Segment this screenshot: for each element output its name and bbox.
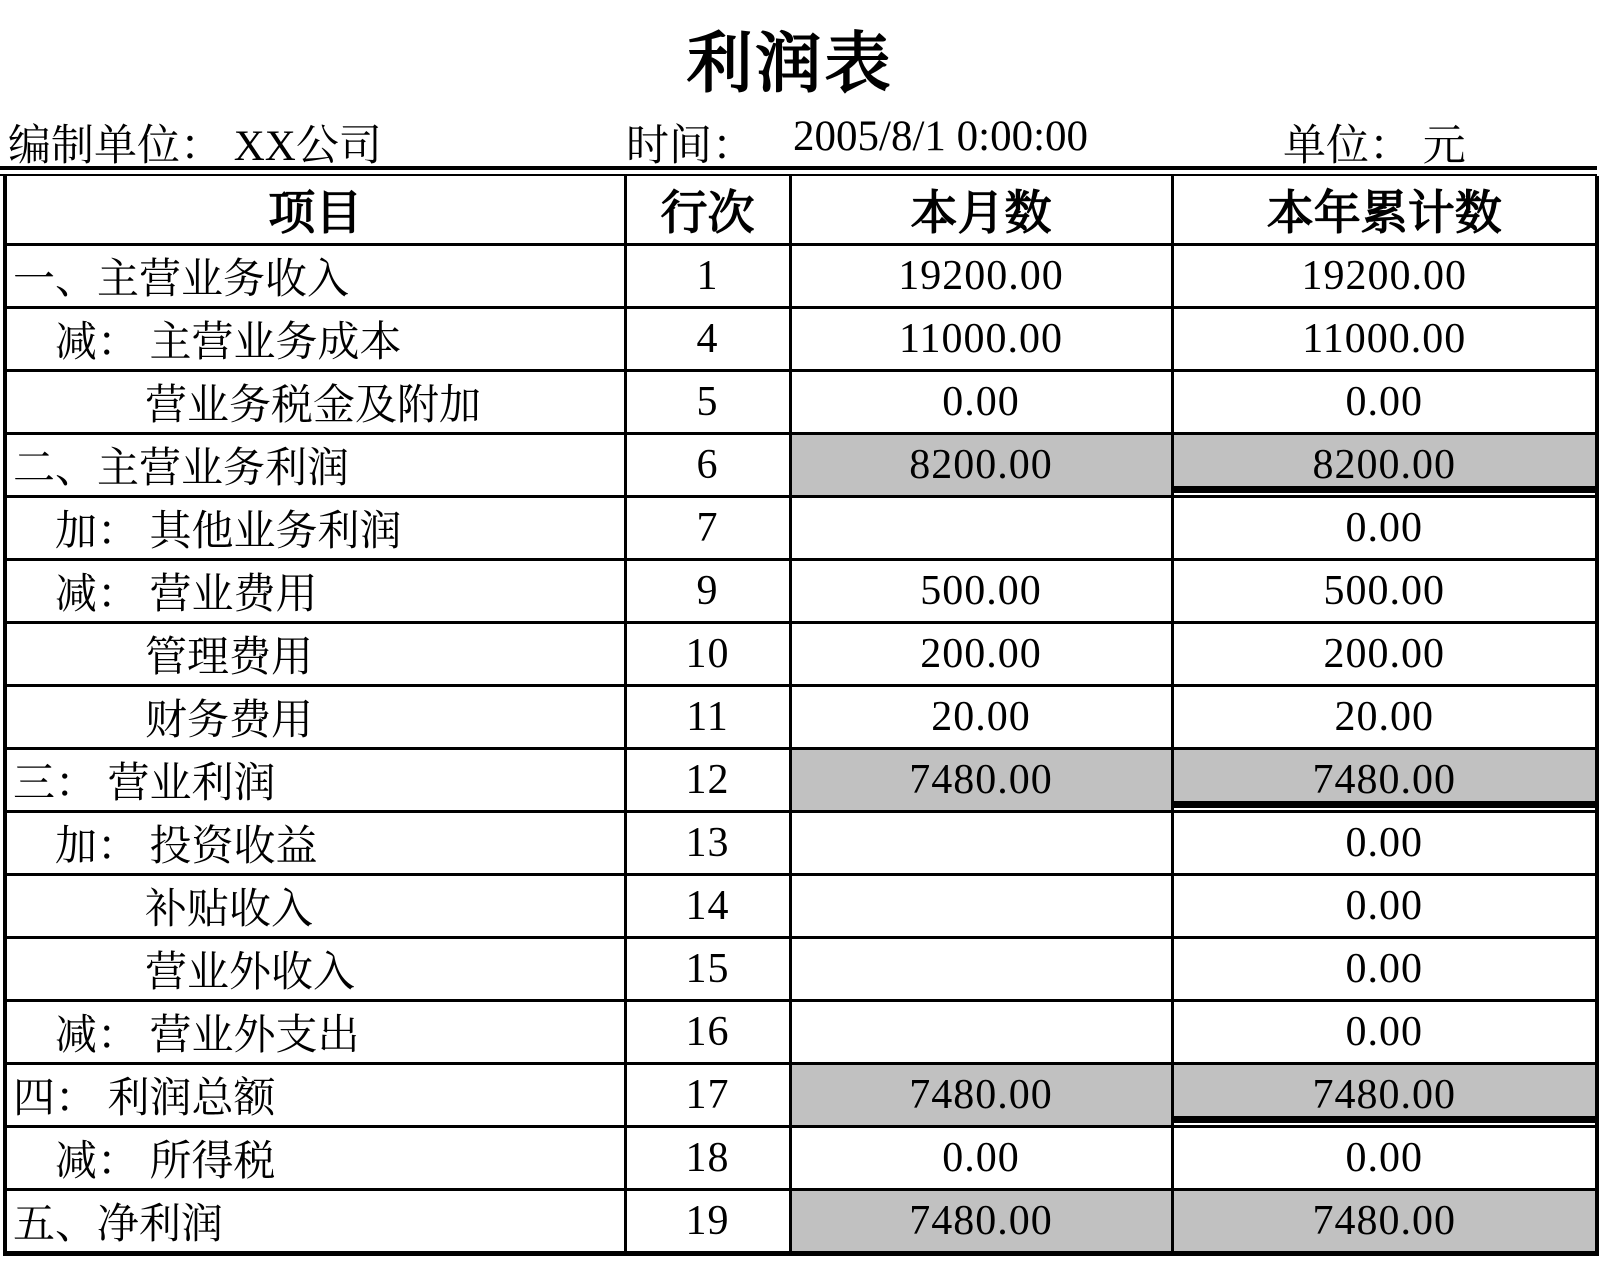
year-value-cell: 0.00 — [1172, 812, 1597, 875]
item-cell: 三： 营业利润 — [5, 749, 625, 812]
item-cell: 减： 所得税 — [5, 1127, 625, 1190]
year-value-cell: 200.00 — [1172, 623, 1597, 686]
table-row — [5, 308, 1597, 371]
time-value: 2005/8/1 0:00:00 — [793, 113, 1089, 160]
table-row — [5, 875, 1597, 938]
col-header-month: 本月数 — [790, 176, 1172, 245]
line-no-cell: 16 — [625, 1001, 790, 1064]
page-title: 利润表 — [686, 28, 894, 101]
line-no-cell: 17 — [625, 1064, 790, 1127]
table-row — [5, 371, 1597, 434]
item-cell: 四： 利润总额 — [5, 1064, 625, 1127]
table-row-summary — [5, 434, 1597, 497]
item-cell: 减： 营业费用 — [5, 560, 625, 623]
table-row — [5, 245, 1597, 308]
table-row — [5, 560, 1597, 623]
year-value-cell: 19200.00 — [1172, 245, 1597, 308]
month-value-cell: 20.00 — [790, 686, 1172, 749]
year-value-cell: 0.00 — [1172, 938, 1597, 1001]
year-value-cell: 0.00 — [1172, 371, 1597, 434]
line-no-cell: 15 — [625, 938, 790, 1001]
line-no-cell: 1 — [625, 245, 790, 308]
item-cell: 补贴收入 — [5, 875, 625, 938]
table-row — [5, 938, 1597, 1001]
year-value-cell: 0.00 — [1172, 497, 1597, 560]
time-label: 时间： — [626, 123, 755, 170]
year-value-cell: 7480.00 — [1172, 1190, 1597, 1254]
table-row — [5, 1001, 1597, 1064]
report-meta — [0, 112, 1600, 170]
month-value-cell: 11000.00 — [790, 308, 1172, 371]
year-value-cell: 8200.00 — [1172, 434, 1597, 497]
month-value-cell: 7480.00 — [790, 749, 1172, 812]
item-cell: 营业务税金及附加 — [5, 371, 625, 434]
item-cell: 加： 其他业务利润 — [5, 497, 625, 560]
month-value-cell: 500.00 — [790, 560, 1172, 623]
item-cell: 加： 投资收益 — [5, 812, 625, 875]
month-value-cell: 200.00 — [790, 623, 1172, 686]
item-cell: 减： 营业外支出 — [5, 1001, 625, 1064]
month-value-cell — [790, 938, 1172, 1001]
year-value-cell: 0.00 — [1172, 1001, 1597, 1064]
table-row — [5, 1127, 1597, 1190]
item-cell: 五、净利润 — [5, 1190, 625, 1254]
month-value-cell — [790, 497, 1172, 560]
line-no-cell: 10 — [625, 623, 790, 686]
table-row-summary — [5, 1064, 1597, 1127]
line-no-cell: 14 — [625, 875, 790, 938]
currency-unit: 单位： 元 — [1283, 123, 1466, 170]
table-row — [5, 497, 1597, 560]
col-header-item: 项目 — [5, 176, 625, 245]
table-row — [5, 686, 1597, 749]
line-no-cell: 9 — [625, 560, 790, 623]
table-row-summary — [5, 1190, 1597, 1254]
year-value-cell: 20.00 — [1172, 686, 1597, 749]
month-value-cell: 7480.00 — [790, 1064, 1172, 1127]
line-no-cell: 12 — [625, 749, 790, 812]
month-value-cell: 0.00 — [790, 1127, 1172, 1190]
line-no-cell: 18 — [625, 1127, 790, 1190]
month-value-cell: 0.00 — [790, 371, 1172, 434]
table-row — [5, 623, 1597, 686]
line-no-cell: 5 — [625, 371, 790, 434]
year-value-cell: 0.00 — [1172, 1127, 1597, 1190]
month-value-cell: 19200.00 — [790, 245, 1172, 308]
item-cell: 二、主营业务利润 — [5, 434, 625, 497]
month-value-cell — [790, 875, 1172, 938]
month-value-cell: 7480.00 — [790, 1190, 1172, 1254]
line-no-cell: 19 — [625, 1190, 790, 1254]
year-value-cell: 11000.00 — [1172, 308, 1597, 371]
year-value-cell: 7480.00 — [1172, 749, 1597, 812]
table-row — [5, 812, 1597, 875]
month-value-cell — [790, 1001, 1172, 1064]
header-row — [5, 176, 1597, 245]
item-cell: 一、主营业务收入 — [5, 245, 625, 308]
table-row-summary — [5, 749, 1597, 812]
year-value-cell: 0.00 — [1172, 875, 1597, 938]
item-cell: 财务费用 — [5, 686, 625, 749]
item-cell: 营业外收入 — [5, 938, 625, 1001]
line-no-cell: 7 — [625, 497, 790, 560]
line-no-cell: 6 — [625, 434, 790, 497]
item-cell: 管理费用 — [5, 623, 625, 686]
line-no-cell: 4 — [625, 308, 790, 371]
double-rule-divider — [0, 166, 1597, 176]
year-value-cell: 7480.00 — [1172, 1064, 1597, 1127]
col-header-line: 行次 — [625, 176, 790, 245]
year-value-cell: 500.00 — [1172, 560, 1597, 623]
item-cell: 减： 主营业务成本 — [5, 308, 625, 371]
line-no-cell: 11 — [625, 686, 790, 749]
line-no-cell: 13 — [625, 812, 790, 875]
col-header-year: 本年累计数 — [1172, 176, 1597, 245]
prepared-by-text: 编制单位： XX公司 — [8, 123, 382, 170]
month-value-cell — [790, 812, 1172, 875]
income-statement-table — [3, 176, 1599, 1256]
month-value-cell: 8200.00 — [790, 434, 1172, 497]
